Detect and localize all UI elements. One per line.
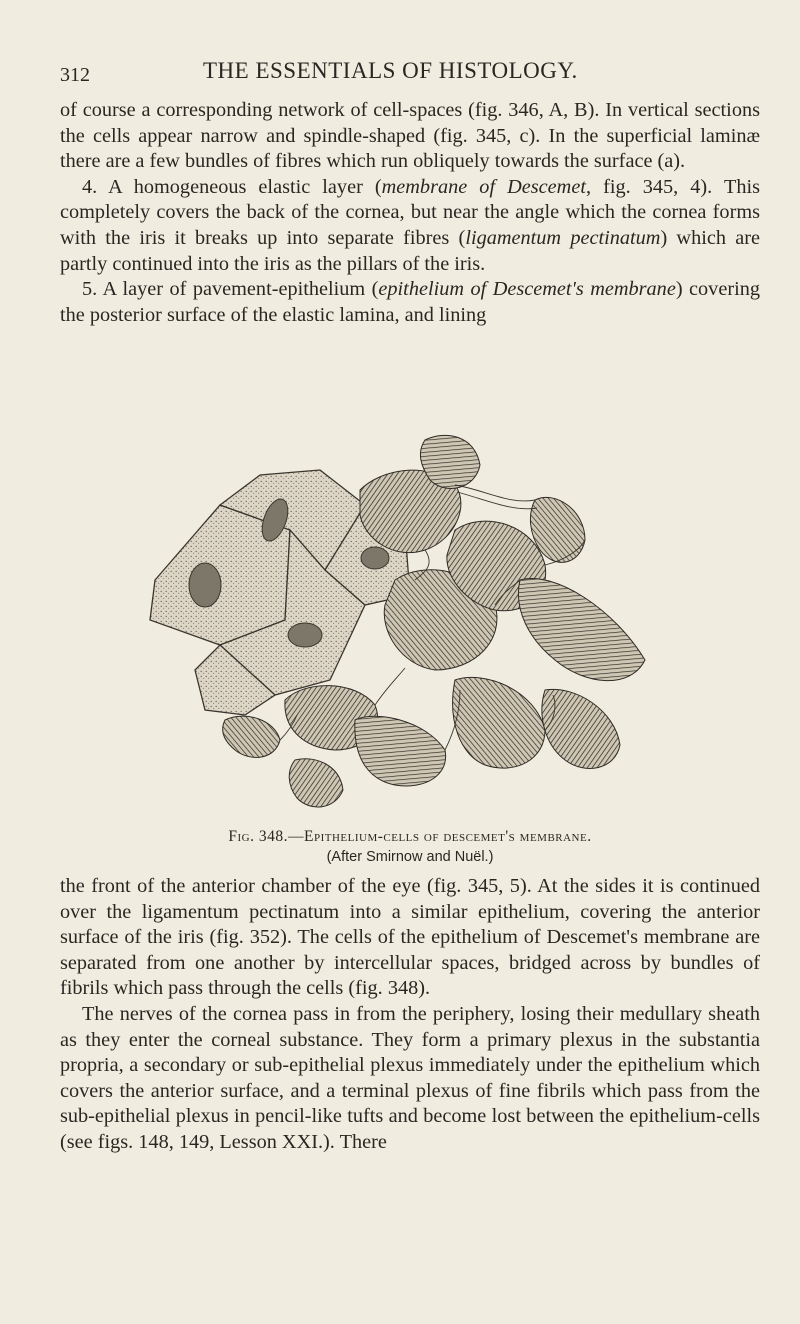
figure-label: Fig. 348.—Epithelium-cells of descemet's membrane. [228, 828, 592, 845]
figure-credit: (After Smirnow and Nuël.) [326, 849, 494, 865]
paragraph: of course a corresponding network of cell-spaces (fig. 346, A, B). In vertical sections the cells appear narrow and spindle-shaped (fig. 345, c). In the superficial laminæ there are a few bundles of fibres which run obliquely towards the surface (a). [60, 99, 760, 173]
running-head [60, 58, 760, 92]
text-block-top [60, 98, 760, 328]
running-title: THE ESSENTIALS OF HISTOLOGY. [203, 58, 578, 83]
epithelium-illustration [125, 430, 665, 820]
paragraph-corneal-nerves: The nerves of the cornea pass in from the periphery, losing their medullary sheath as they enter the corneal substance. They form a primary plexus in the substantia propria, a secondary or sub-epithelial plexus immediately under the epithelium which covers the anterior surface, and a terminal plexus of fine fibrils which pass from the sub-epithelial plexus in pencil-like tufts and become lost between the epithelium-cells (see figs. 148, 149, Lesson XXI.). There [60, 1002, 760, 1153]
paragraph-pavement-epithelium: 5. A layer of pavement-epithelium (epithelium of Descemet's membrane) covering the posterior surface of the elastic lamina, and lining [60, 278, 760, 326]
page-number: 312 [60, 64, 90, 86]
paragraph-descemet-membrane: 4. A homogeneous elastic layer (membrane of Descemet, fig. 345, 4). This completely covers the back of the cornea, but near the angle which the cornea forms with the iris it breaks up into separate fibres (ligamentum pectinatum) which are partly continued into the iris as the pillars of the iris. [60, 175, 760, 275]
figure-epithelium-cells [125, 430, 665, 820]
text-block-bottom [60, 874, 760, 1156]
paragraph: the front of the anterior chamber of the eye (fig. 345, 5). At the sides it is continued over the ligamentum pectinatum into a similar epithelium, covering the anterior surface of the iris (fig. 352). The cells of the epithelium of Descemet's membrane are separated from one another by intercellular spaces, bridged across by bundles of fibrils which pass through the cells (fig. 348). [60, 875, 760, 1000]
figure-caption [60, 826, 760, 868]
